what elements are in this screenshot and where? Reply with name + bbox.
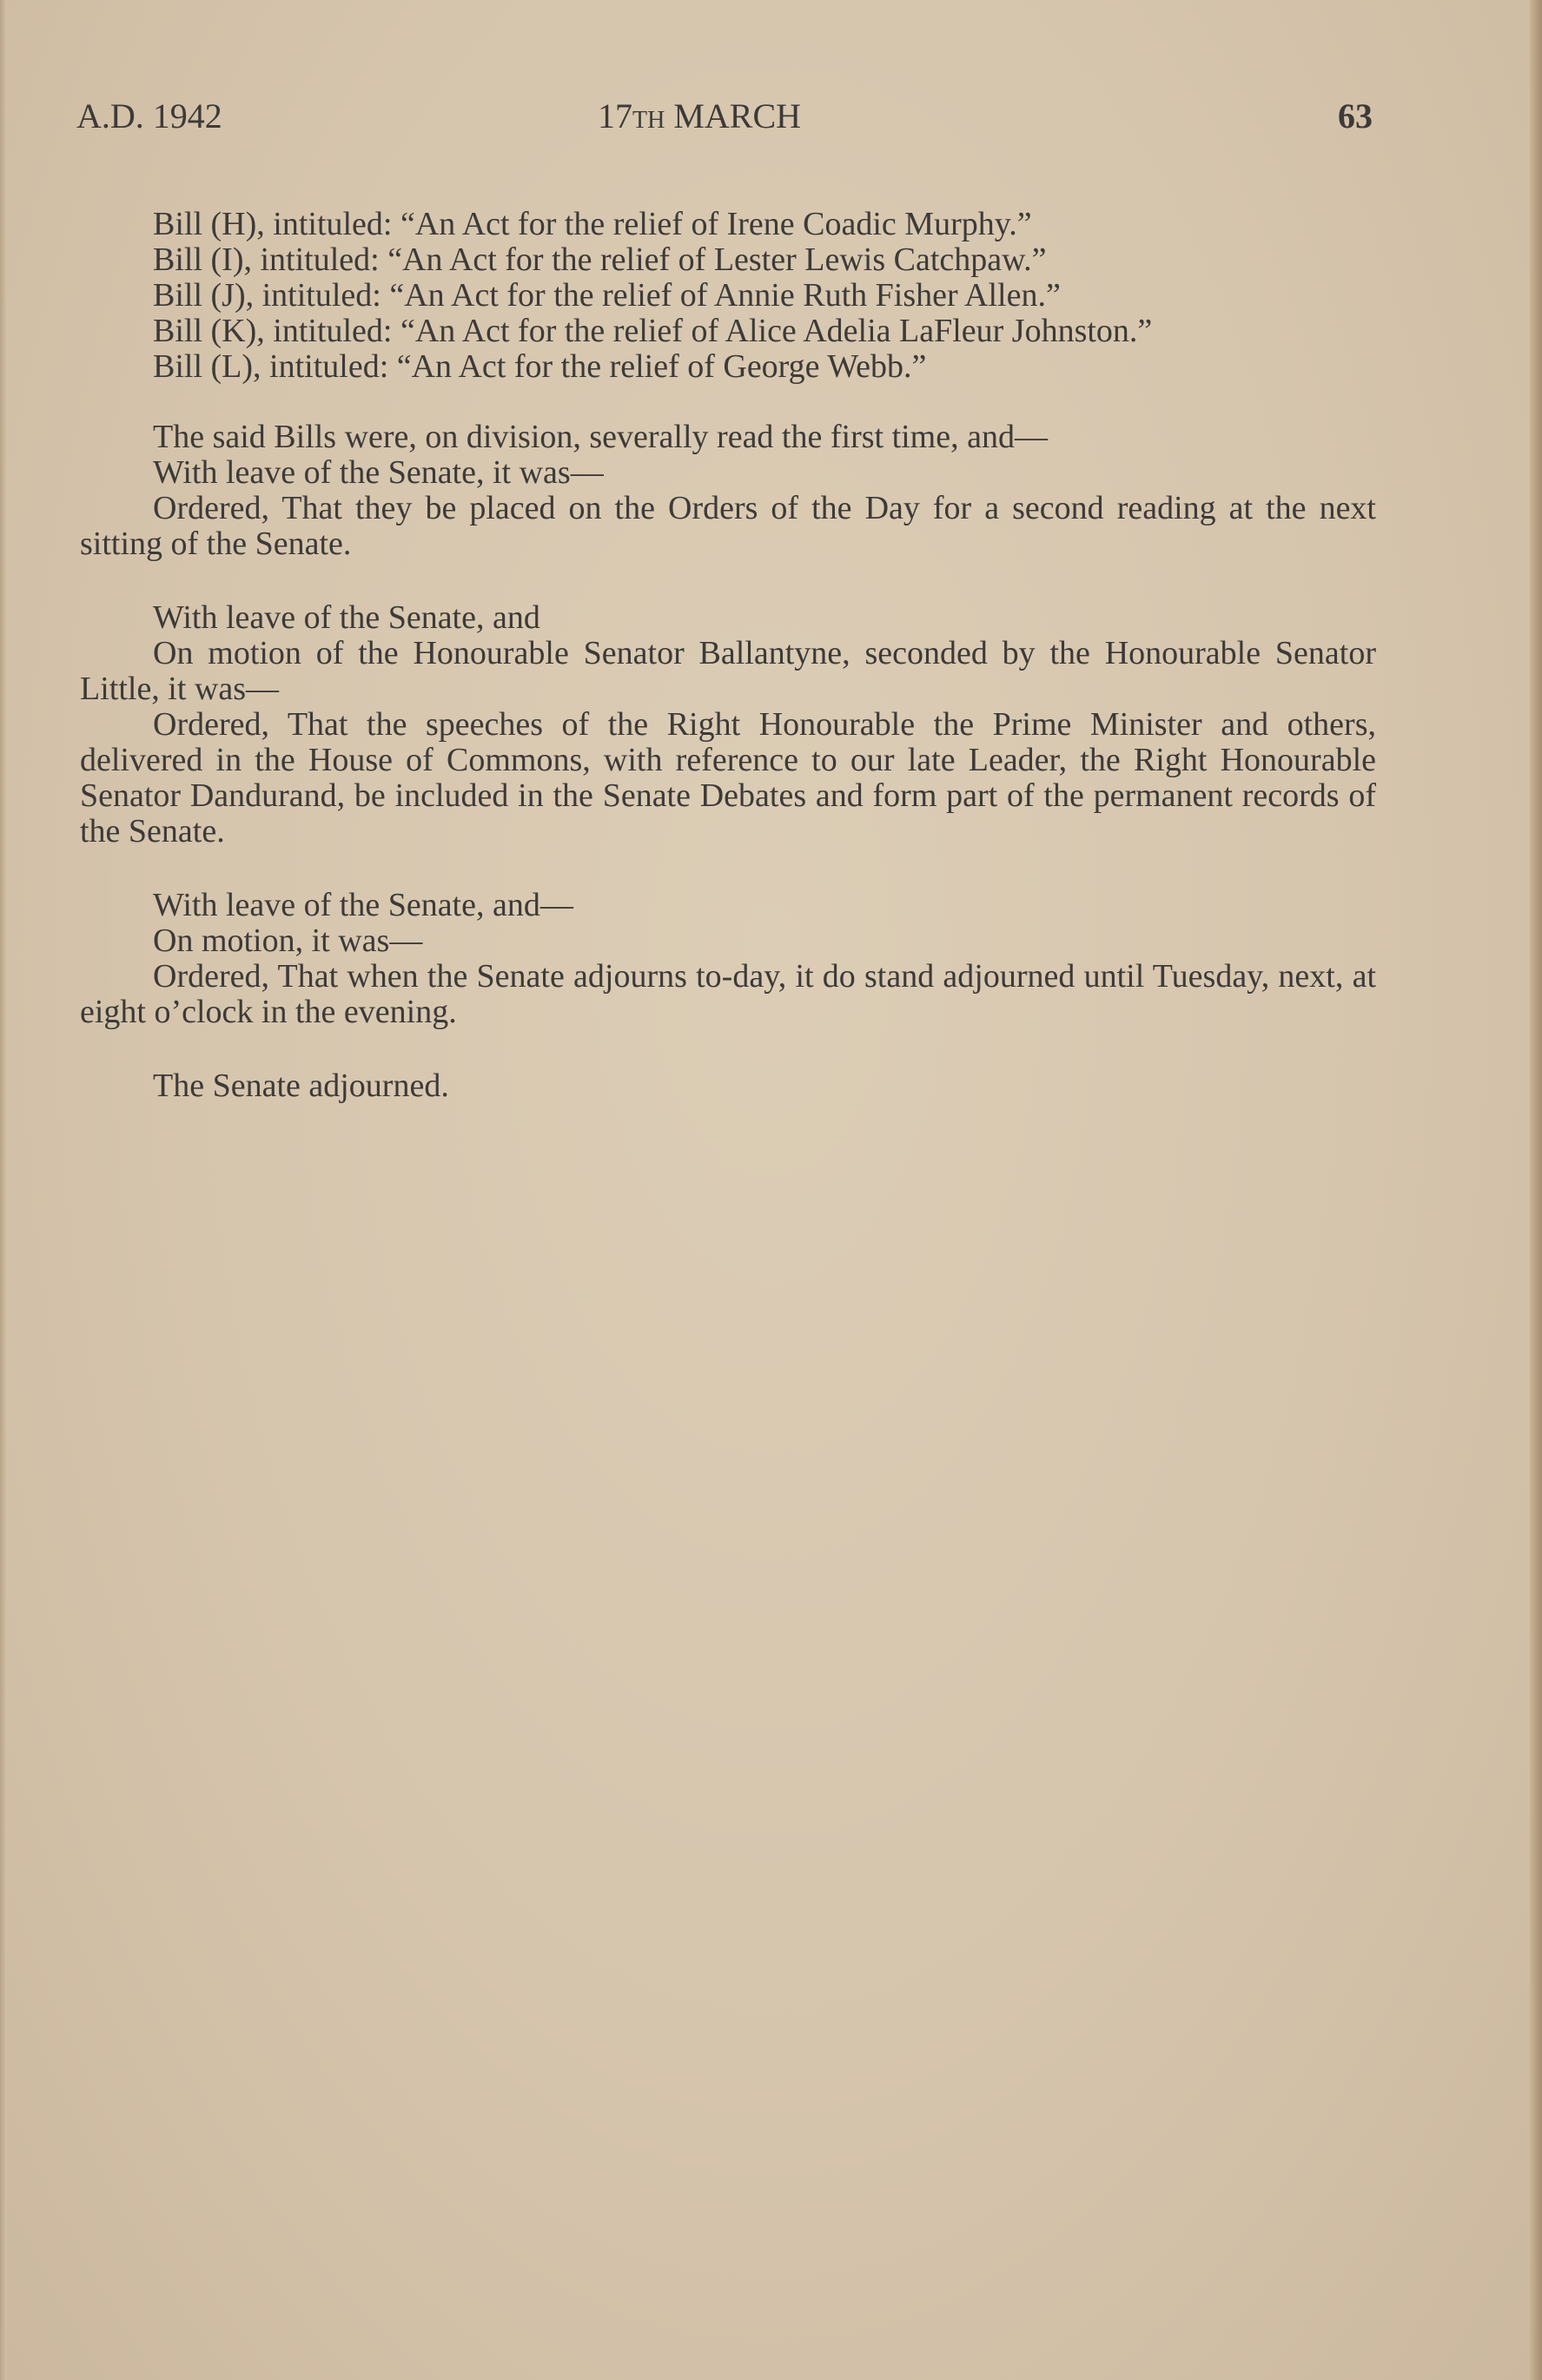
header-day-suffix: th: [632, 96, 665, 136]
first-reading-section: [80, 420, 1376, 562]
paragraph: On motion, it was—: [153, 922, 423, 959]
page-number: 63: [1338, 96, 1373, 136]
adjournment-motion-section: [80, 888, 1376, 1030]
page-left-edge: [0, 0, 7, 2380]
header-year: A.D. 1942: [76, 96, 222, 136]
journal-body: [80, 207, 1376, 1104]
header-month: MARCH: [673, 96, 802, 136]
paragraph: The said Bills were, on division, severally read the first time, and—: [153, 419, 1048, 455]
header-day: 17: [598, 96, 632, 136]
paragraph: With leave of the Senate, and—: [153, 887, 573, 923]
paragraph: With leave of the Senate, and: [153, 599, 540, 636]
bill-entry: Bill (H), intituled: “An Act for the relief of Irene Coadic Murphy.”: [153, 206, 1032, 242]
paragraph: Ordered, That they be placed on the Orders of the Day for a second reading at the next sitting of the Senate.: [80, 490, 1376, 562]
bill-entry: Bill (K), intituled: “An Act for the relief of Alice Adelia LaFleur Johnston.”: [153, 313, 1153, 349]
speeches-motion-section: [80, 600, 1376, 850]
page-right-edge: [1530, 0, 1542, 2380]
paragraph: Ordered, That when the Senate adjourns to-day, it do stand adjourned until Tuesday, next, at eight o’clock in the evening.: [80, 958, 1376, 1030]
paragraph: Ordered, That the speeches of the Right Honourable the Prime Minister and others, delivered in the House of Commons, with reference to our late Leader, the Right Honourable Senator Dandurand, be included in the Senate Debates and form part of the permanent records of the Senate.: [80, 706, 1376, 850]
header-date: [598, 96, 910, 136]
bill-entry: Bill (J), intituled: “An Act for the relief of Annie Ruth Fisher Allen.”: [153, 277, 1061, 314]
bill-entry: Bill (L), intituled: “An Act for the relief of George Webb.”: [153, 348, 927, 385]
bill-entry: Bill (I), intituled: “An Act for the relief of Lester Lewis Catchpaw.”: [153, 241, 1047, 278]
paragraph: With leave of the Senate, it was—: [153, 454, 604, 491]
bill-list: [80, 207, 1376, 385]
paragraph: On motion of the Honourable Senator Ballantyne, seconded by the Honourable Senator Little, it was—: [80, 635, 1376, 707]
closing-line: The Senate adjourned.: [153, 1068, 449, 1104]
running-header: [76, 96, 1373, 148]
